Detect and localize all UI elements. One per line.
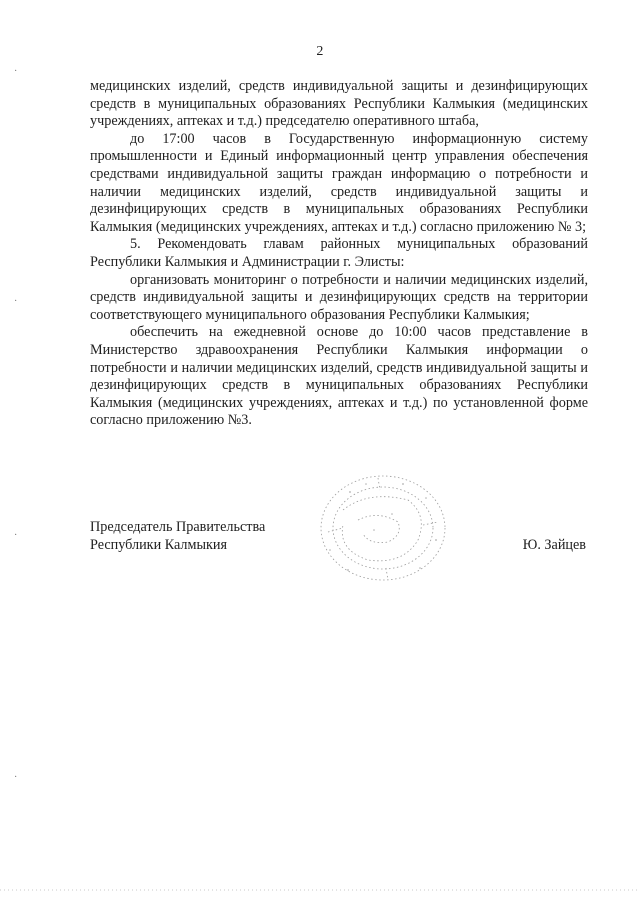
margin-mark: · bbox=[14, 296, 18, 307]
margin-mark: · bbox=[14, 530, 18, 541]
paragraph-daily-report: обеспечить на ежедневной основе до 10:00 часов представление в Министерство здравоохранения Республики Калмыкия информации о потребности и наличии медицинских изделий, средств индивидуальной защиты и дезинфицирующих средств в муниципальных образованиях Республики Калмыкия (медицинских учреждениях, аптеках и т.д.) по установленной форме согласно приложению №3. bbox=[90, 324, 588, 429]
signatory-title-line1: Председатель Правительства bbox=[90, 519, 266, 535]
signatory-name: Ю. Зайцев bbox=[522, 537, 586, 553]
paragraph-deadline-17: до 17:00 часов в Государственную информационную систему промышленности и Единый информационный центр управления обеспечения средствами индивидуальной защиты граждан информацию о потребности и наличии медицинских изделий, средств индивидуальной защиты и дезинфицирующих средств в муниципальных образованиях Республики Калмыкия (медицинских учреждениях, аптеках и т.д.) согласно приложению № 3; bbox=[90, 130, 588, 235]
paragraph-monitoring: организовать мониторинг о потребности и наличии медицинских изделий, средств индивидуальной защиты и дезинфицирующих средств на территории соответствующего муниципального образования Республики Калмыкия; bbox=[90, 271, 588, 323]
document-body bbox=[90, 78, 588, 430]
margin-mark: · bbox=[14, 772, 18, 783]
page-number: 2 bbox=[316, 44, 324, 59]
official-seal-icon bbox=[308, 470, 458, 590]
paragraph-item-5: 5. Рекомендовать главам районных муниципальных образований Республики Калмыкия и Администрации г. Элисты: bbox=[90, 236, 588, 270]
signatory-title bbox=[90, 519, 265, 554]
scan-edge-dots bbox=[0, 888, 640, 892]
paragraph-continuation: медицинских изделий, средств индивидуальной защиты и дезинфицирующих средств в муниципальных образованиях Республики Калмыкия (медицинских учреждениях, аптеках и т.д.) председателю оперативного штаба, bbox=[90, 78, 588, 130]
signatory-title-line2: Республики Калмыкия bbox=[90, 536, 228, 553]
margin-mark: · bbox=[14, 66, 18, 77]
